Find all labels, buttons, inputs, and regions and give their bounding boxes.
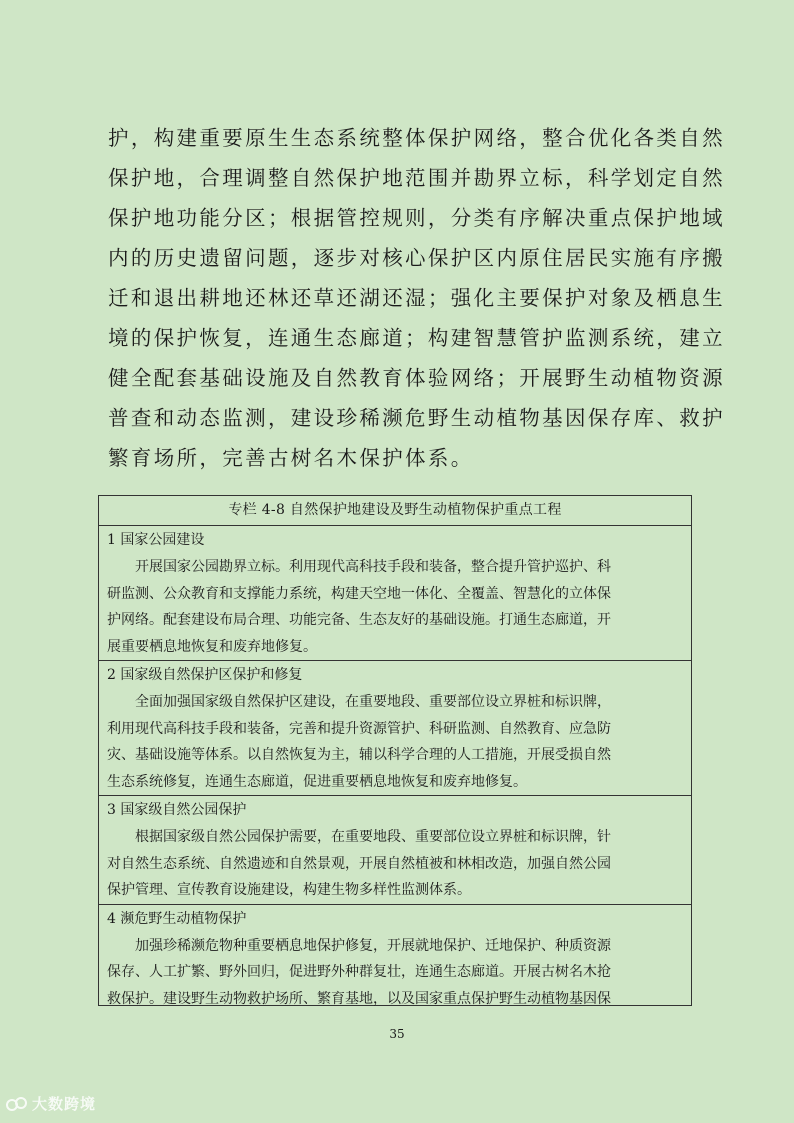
section-line: 护网络。配套建设布局合理、功能完备、生态友好的基础设施。打通生态廊道，开 bbox=[107, 612, 611, 628]
watermark-text: 大数跨境 bbox=[32, 1095, 97, 1113]
box-section bbox=[99, 905, 691, 1013]
section-line: 保存、人工扩繁、野外回归，促进野外种群复壮，连通生态廊道。开展古树名木抢 bbox=[107, 964, 611, 980]
section-line: 展重要栖息地恢复和废弃地修复。 bbox=[107, 638, 317, 655]
page-number: 35 bbox=[389, 1027, 405, 1041]
body-line: 内的历史遗留问题，逐步对核心保护区内原住居民实施有序搬 bbox=[108, 246, 725, 270]
feature-box bbox=[98, 495, 692, 1006]
section-line: 根据国家级自然公园保护需要，在重要地段、重要部位设立界桩和标识牌，针 bbox=[135, 829, 611, 845]
body-line: 保护地，合理调整自然保护地范围并勘界立标，科学划定自然 bbox=[108, 166, 725, 190]
body-line: 健全配套基础设施及自然教育体验网络；开展野生动植物资源 bbox=[108, 366, 725, 390]
body-line: 迁和退出耕地还林还草还湖还湿；强化主要保护对象及栖息生 bbox=[108, 286, 725, 310]
section-line: 开展国家公园勘界立标。利用现代高科技手段和装备，整合提升管护巡护、科 bbox=[135, 559, 611, 575]
body-line: 保护地功能分区；根据管控规则，分类有序解决重点保护地域 bbox=[108, 206, 725, 230]
section-heading: 1 国家公园建设 bbox=[107, 532, 205, 548]
section-line: 生态系统修复，连通生态廊道，促进重要栖息地恢复和废弃地修复。 bbox=[107, 773, 527, 790]
body-line: 护，构建重要原生生态系统整体保护网络，整合优化各类自然 bbox=[108, 126, 725, 150]
section-heading: 4 濒危野生动植物保护 bbox=[107, 910, 247, 927]
section-line: 灾、基础设施等体系。以自然恢复为主，辅以科学合理的人工措施，开展受损自然 bbox=[107, 747, 611, 763]
box-section bbox=[99, 526, 691, 661]
watermark bbox=[6, 1093, 96, 1114]
brand-logo-icon bbox=[6, 1095, 28, 1113]
body-text bbox=[108, 118, 725, 478]
body-line: 境的保护恢复，连通生态廊道；构建智慧管护监测系统，建立 bbox=[108, 326, 725, 350]
box-section bbox=[99, 796, 691, 905]
section-line: 研监测、公众教育和支撑能力系统，构建天空地一体化、全覆盖、智慧化的立体保 bbox=[107, 585, 611, 602]
section-heading: 2 国家级自然保护区保护和修复 bbox=[107, 667, 303, 683]
box-section bbox=[99, 661, 691, 796]
section-line: 加强珍稀濒危物种重要栖息地保护修复，开展就地保护、迁地保护、种质资源 bbox=[135, 937, 611, 954]
section-line: 利用现代高科技手段和装备，完善和提升资源管护、科研监测、自然教育、应急防 bbox=[107, 720, 611, 737]
section-line: 保护管理、宣传教育设施建设，构建生物多样性监测体系。 bbox=[107, 882, 471, 898]
section-line: 对自然生态系统、自然遗迹和自然景观，开展自然植被和林相改造，加强自然公园 bbox=[107, 855, 611, 872]
body-line: 普查和动态监测，建设珍稀濒危野生动植物基因保存库、救护 bbox=[108, 406, 725, 430]
section-line: 全面加强国家级自然保护区建设，在重要地段、重要部位设立界桩和标识牌， bbox=[135, 694, 611, 710]
box-title: 专栏 4-8 自然保护地建设及野生动植物保护重点工程 bbox=[99, 496, 691, 526]
section-heading: 3 国家级自然公园保护 bbox=[107, 802, 247, 818]
body-line: 繁育场所，完善古树名木保护体系。 bbox=[108, 446, 474, 470]
section-line: 救保护。建设野生动物救护场所、繁育基地，以及国家重点保护野生动植物基因保 bbox=[107, 990, 611, 1007]
